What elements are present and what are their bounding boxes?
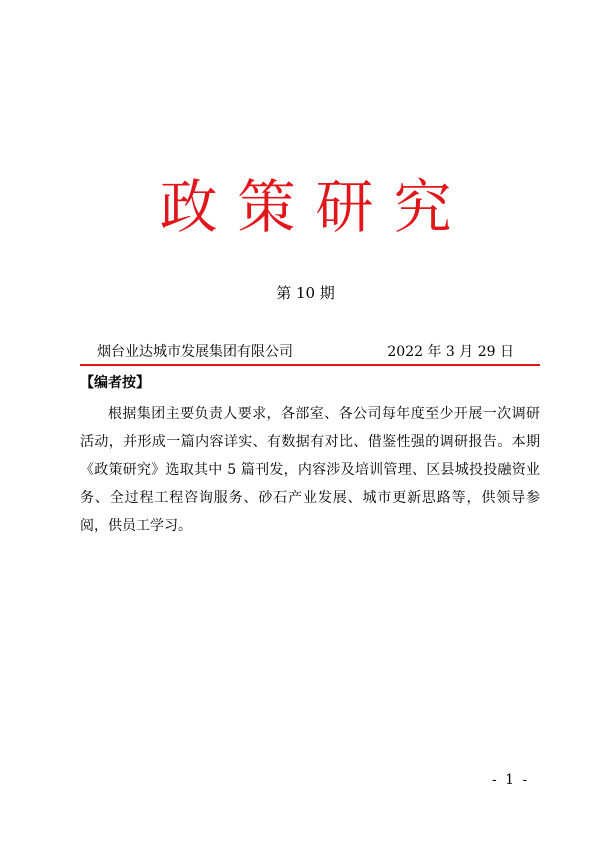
editor-note-label: 【编者按】: [80, 375, 150, 391]
red-divider: [80, 364, 540, 366]
masthead-title: 政策研究: [159, 173, 472, 241]
issue-number: 第 10 期: [276, 284, 335, 302]
page-number: - 1 -: [492, 772, 530, 788]
publication-date: 2022 年 3 月 29 日: [387, 344, 514, 360]
organization-name: 烟台业达城市发展集团有限公司: [97, 344, 293, 360]
editor-note-body: 根据集团主要负责人要求，各部室、各公司每年度至少开展一次调研活动，并形成一篇内容详实、有数据有对比、借鉴性强的调研报告。本期《政策研究》选取其中 5 篇刊发，内容涉及培训管理、区县城投投融资业务、全过程工程咨询服务、砂石产业发展、城市更新思路等，供领导参阅，供员工学习。: [80, 406, 540, 534]
publication-header: [80, 341, 540, 363]
